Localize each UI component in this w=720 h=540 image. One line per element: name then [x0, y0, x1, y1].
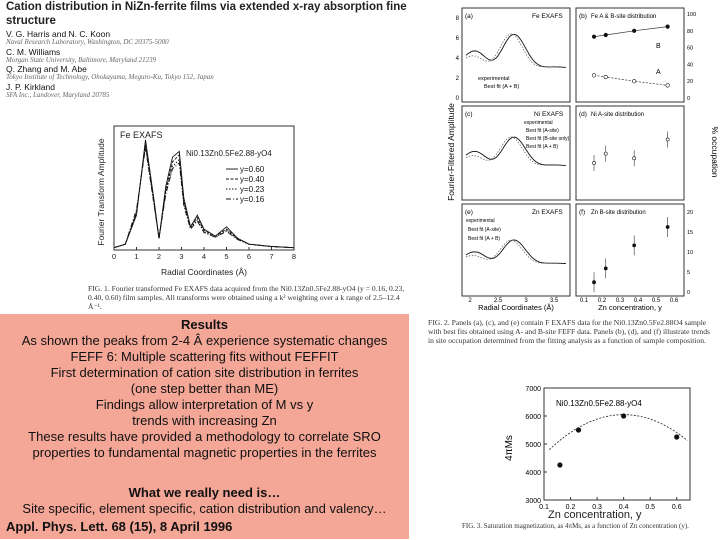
fig3-ytick-label: 4000	[525, 470, 541, 477]
legend-e-fitAB: Best fit (A + B)	[468, 236, 501, 242]
fig3-point	[674, 434, 679, 439]
fig3-formula: Ni0.13Zn0.5Fe2.88-yO4	[556, 399, 642, 408]
panel-c-label: (c)	[465, 111, 473, 118]
fig2-site-point	[592, 161, 595, 164]
fig2-ytick-right: 60	[687, 45, 694, 52]
panel-f-label: (f)	[579, 209, 586, 216]
legend-c-fitB: Best fit (B-site only)	[526, 136, 570, 142]
fig2-xtick-right: 0.5	[651, 298, 661, 304]
fig2-xtick-left: 3.5	[549, 298, 559, 304]
fig2-site-point	[632, 29, 636, 33]
need-title: What we really need is…	[128, 485, 281, 500]
fig2-ytick-right: 15	[687, 230, 694, 236]
fig2-ytick-left: 4	[455, 56, 459, 62]
fig2-ylabel-left: Fourier-Filtered Amplitude	[446, 103, 456, 201]
fig2-xtick-right: 0.1	[579, 298, 589, 304]
author-name: Q. Zhang and M. Abe	[6, 64, 87, 75]
results-line: (one step better than ME)	[130, 381, 279, 396]
results-line: First determination of cation site distribution in ferrites	[50, 365, 359, 380]
author-name: J. P. Kirkland	[6, 81, 55, 92]
fig2-xtick-left: 3	[524, 298, 528, 304]
fig1-xtick-label: 8	[291, 252, 297, 261]
fig2-ytick-right: 10	[687, 250, 694, 256]
fig1-ylabel: Fourier Transform Amplitude	[96, 138, 106, 246]
fig2-site-point	[592, 74, 596, 78]
figure3-caption: FIG. 3. Saturation magnetization, as 4πMs, as a function of Zn concentration (y).	[462, 522, 689, 530]
fig3-point	[621, 413, 626, 418]
fig1-xtick-label: 3	[179, 252, 184, 261]
fig3-ytick-label: 3000	[525, 498, 541, 505]
fig2-ytick-left: 0	[455, 96, 459, 102]
fig3-point	[576, 427, 581, 432]
author-affiliation: SFA Inc., Landover, Maryland 20785	[6, 91, 110, 100]
fig2-site-point	[592, 35, 596, 39]
fig2-site-point	[604, 267, 607, 270]
site-label-b: B	[656, 43, 661, 50]
fig3-point	[557, 462, 562, 467]
results-line: properties to fundamental magnetic properties in the ferrites	[32, 445, 377, 460]
fig3-xtick-label: 0.4	[618, 504, 629, 511]
fig2-xtick-right: 0.4	[633, 298, 643, 304]
fig2-site-point	[666, 84, 670, 88]
figure1-chart	[86, 122, 326, 282]
panel-d-label: (d)	[579, 111, 587, 118]
author-name: C. M. Williams	[6, 46, 61, 57]
fig3-ytick-label: 5000	[525, 442, 541, 449]
panel-a-label: (a)	[465, 13, 473, 20]
fig2-ytick-left: 6	[455, 36, 459, 42]
fig1-xtick-label: 0	[111, 252, 117, 261]
legend-c-fitAB: Best fit (A + B)	[526, 144, 559, 150]
fig2-xlabel-right: Zn concentration, y	[598, 303, 662, 312]
fig3-xtick-label: 0.3	[592, 504, 602, 511]
fig2-ytick-right: 100	[687, 12, 697, 18]
fig1-xtick-label: 6	[246, 252, 252, 261]
paper-title: Cation distribution in NiZn-ferrite films via extended x-ray absorption fine structure	[6, 1, 407, 27]
panel-c-title: Ni EXAFS	[534, 111, 564, 118]
fig1-xtick-label: 4	[201, 252, 207, 261]
fig2-site-point	[633, 157, 636, 160]
fig1-legend-label: y=0.60	[240, 165, 265, 174]
fig1-xtick-label: 1	[134, 252, 139, 261]
author-affiliation: Tokyo Institute of Technology, Ohokayama, Meguro-Ku, Tokyo 152, Japan	[6, 73, 214, 82]
fig2-ylabel-right: % occupation	[710, 126, 720, 178]
need-body: Site specific, element specific, cation distribution and valency…	[22, 501, 387, 516]
figure2-caption: FIG. 2. Panels (a), (c), and (e) contain F EXAFS data for the Ni0.13Zn0.5Fe2.88O4 sample with best fits obtained using A- and B-site FEFF data. Panels (b), (d), and (f) illustrate trends in site occupation determined from the fitting analysis as a function of sample composition.	[428, 318, 710, 346]
fig1-legend-label: y=0.16	[240, 195, 265, 204]
fig2-xtick-left: 2.5	[493, 298, 503, 304]
need-box	[0, 485, 409, 517]
fig2-site-point	[604, 75, 608, 79]
fig3-ytick-label: 6000	[525, 414, 541, 421]
legend-a-exp: experimental	[478, 76, 510, 82]
fig1-legend-label: y=0.23	[240, 185, 265, 194]
fig3-xtick-label: 0.2	[565, 504, 576, 511]
fig2-ytick-right: 20	[687, 210, 694, 216]
fig2-ytick-right: 0	[687, 290, 691, 296]
fig3-ylabel: 4πMs	[504, 435, 515, 461]
fig2-ytick-left: 8	[455, 16, 459, 22]
fig2-xtick-right: 0.6	[669, 298, 679, 304]
figure1-caption: FIG. 1. Fourier transformed Fe EXAFS data acquired from the Ni0.13Zn0.5Fe2.88-yO4 (y = 0.16, 0.23, 0.40, 0.60) film samples. All transforms were obtained using a k² weighting over a k range of 2.5–12.4 Å⁻¹.	[88, 284, 405, 312]
legend-c-exp: experimental	[524, 120, 553, 126]
panel-f-title: Zn B-site distribution	[591, 210, 646, 216]
fig3-xtick-label: 0.5	[645, 504, 656, 511]
fig2-site-point	[592, 281, 595, 284]
citation: Appl. Phys. Lett. 68 (15), 8 April 1996	[6, 519, 233, 534]
fig2-xtick-right: 0.3	[615, 298, 625, 304]
panel-b-label: (b)	[579, 13, 587, 20]
figure2-chart	[428, 2, 720, 314]
fig2-site-point	[632, 79, 636, 83]
legend-e-exp: experimental	[466, 218, 495, 224]
panel-a-title: Fe EXAFS	[532, 13, 563, 20]
fig1-xlabel: Radial Coordinates (Å)	[161, 267, 247, 277]
results-line: These results have provided a methodology to correlate SRO	[28, 429, 381, 444]
results-line: As shown the peaks from 2-4 Â experience systematic changes	[21, 333, 388, 348]
panel-e-title: Zn EXAFS	[532, 209, 563, 216]
fig2-site-point	[633, 244, 636, 247]
site-label-a: A	[656, 69, 661, 76]
fig2-site-point	[604, 152, 607, 155]
fig2-ytick-right: 0	[687, 96, 691, 102]
results-line: Findings allow interpretation of M vs y	[95, 397, 314, 412]
fig1-xtick-label: 2	[156, 252, 162, 261]
author-name: V. G. Harris and N. C. Koon	[6, 29, 111, 39]
results-line: FEFF 6: Multiple scattering fits without FEFFIT	[70, 349, 339, 364]
fig2-ytick-right: 5	[687, 270, 691, 276]
fig2-xlabel-left: Radial Coordinates (Å)	[478, 303, 554, 312]
fig2-ytick-left: 2	[455, 76, 459, 82]
fig1-xtick-label: 7	[269, 252, 274, 261]
fig1-legend-label: y=0.40	[240, 175, 265, 184]
author-affiliation: Morgan State University, Baltimore, Maryland 21239	[6, 55, 157, 64]
fig2-site-point	[666, 25, 670, 29]
fig3-xtick-label: 0.1	[539, 504, 549, 511]
results-line: trends with increasing Zn	[132, 413, 277, 428]
fig1-panel-title: Fe EXAFS	[120, 130, 163, 140]
author-block	[6, 29, 256, 99]
author-affiliation: Naval Research Laboratory, Washington, DC 20375-5000	[6, 38, 169, 47]
fig3-xtick-label: 0.6	[671, 504, 682, 511]
panel-d-title: Ni A-site distribution	[591, 112, 645, 118]
fig3-xlabel: Zn concentration, y	[548, 509, 642, 521]
fig2-xtick-left: 2	[468, 298, 472, 304]
fig2-site-point	[666, 225, 669, 228]
legend-c-fitA: Best fit (A-site)	[526, 128, 559, 134]
legend-a-fit: Best fit (A + B)	[484, 84, 520, 90]
fig2-ytick-right: 40	[687, 62, 694, 69]
figure3-chart	[500, 380, 710, 520]
fig1-formula: Ni0.13Zn0.5Fe2.88-yO4	[186, 149, 272, 158]
panel-b-title: Fe A & B-site distribution	[591, 14, 657, 20]
fig3-ytick-label: 7000	[525, 386, 541, 393]
panel-e-label: (e)	[465, 209, 473, 216]
fig2-xtick-right: 0.2	[597, 298, 607, 304]
fig2-ytick-right: 80	[687, 28, 694, 35]
fig2-site-point	[666, 138, 669, 141]
legend-e-fitA: Best fit (A-site)	[468, 227, 501, 233]
fig2-site-point	[604, 33, 608, 37]
results-title: Results	[181, 317, 228, 332]
fig2-ytick-right: 20	[687, 79, 694, 86]
fig1-xtick-label: 5	[224, 252, 229, 261]
